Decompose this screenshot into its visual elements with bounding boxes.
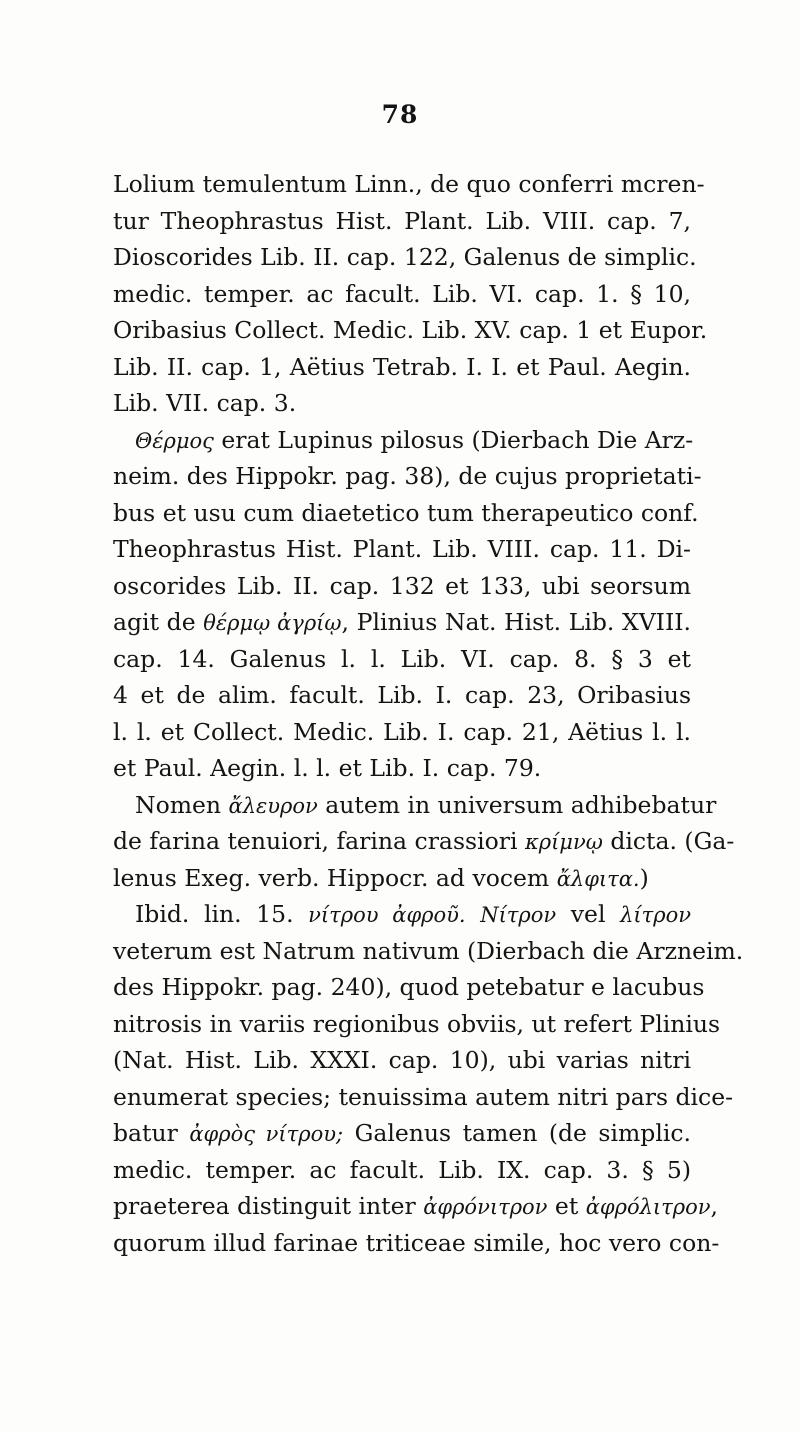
text-line	[113, 787, 717, 824]
line-text: Nomen	[135, 790, 229, 819]
text-line	[113, 1188, 719, 1225]
text-line	[113, 422, 694, 459]
greek-term: ἀφρόνιτρον	[423, 1195, 548, 1219]
paragraph	[113, 166, 708, 422]
line-text: de farina tenuiori, farina crassiori	[113, 827, 525, 855]
greek-term: ἄλευρον	[228, 793, 318, 818]
line-text: medic. temper. ac facult. Lib. VI. cap. 1. § 10,	[113, 279, 691, 308]
line-text: autem in universum adhibebatur	[317, 790, 717, 819]
line-text: tur Theophrastus Hist. Plant. Lib. VIII. cap. 7,	[113, 206, 691, 235]
greek-term: Θέρμος	[135, 428, 214, 453]
text-line	[113, 276, 691, 313]
text-line	[113, 1225, 720, 1262]
greek-term: νίτρου ἀφροῦ.	[308, 903, 466, 927]
text-line	[113, 860, 691, 897]
line-text: vel	[556, 900, 621, 928]
greek-term: ἄλφιτα.	[556, 866, 640, 891]
text-line	[113, 750, 691, 787]
line-text: ,	[710, 1192, 719, 1220]
text-line	[113, 568, 691, 605]
line-text: l. l. et Collect. Medic. Lib. I. cap. 21, Aëtius l. l.	[113, 717, 691, 746]
line-text: nitrosis in variis regionibus obviis, ut refert Plinius	[113, 1009, 721, 1038]
greek-term: ἀφρόλιτρον	[585, 1195, 711, 1219]
text-line	[113, 1152, 691, 1189]
text-line	[113, 495, 699, 532]
line-text: Lib. VII. cap. 3.	[113, 389, 297, 417]
text-line	[113, 823, 735, 860]
line-text: Galenus tamen (de simplic.	[343, 1119, 691, 1147]
body-text	[113, 166, 744, 1261]
text-line	[113, 604, 691, 641]
line-text: Lolium temulentum Linn., de quo conferri mcren-	[113, 170, 705, 198]
line-text: Dioscorides Lib. II. cap. 122, Galenus de simplic.	[113, 243, 697, 271]
paragraph	[113, 422, 702, 787]
line-text: dicta. (Ga-	[602, 827, 735, 855]
greek-term: θέρμῳ ἀγρίῳ	[203, 611, 342, 635]
line-text: neim. des Hippokr. pag. 38), de cujus proprietati-	[113, 462, 702, 490]
paragraph	[113, 896, 744, 1261]
text-line	[113, 641, 691, 678]
text-line	[113, 1115, 691, 1152]
text-line	[113, 458, 702, 495]
text-line	[113, 312, 708, 349]
text-line	[113, 166, 705, 203]
line-text: bus et usu cum diaetetico tum therapeutico conf.	[113, 498, 699, 527]
text-line	[113, 896, 691, 933]
line-text: et Paul. Aegin. l. l. et Lib. I. cap. 79.	[113, 754, 542, 782]
text-line	[113, 203, 691, 240]
line-text: 4 et de alim. facult. Lib. I. cap. 23, Oribasius	[113, 681, 691, 709]
text-line	[113, 385, 691, 422]
paragraph	[113, 787, 735, 897]
line-text: )	[639, 863, 649, 892]
line-text: oscorides Lib. II. cap. 132 et 133, ubi seorsum	[113, 571, 691, 600]
page-number: 78	[381, 100, 419, 129]
line-text: cap. 14. Galenus l. l. Lib. VI. cap. 8. § 3 et	[113, 644, 691, 673]
line-text: Lib. II. cap. 1, Aëtius Tetrab. I. I. et Paul. Aegin.	[113, 352, 691, 381]
line-text: lenus Exeg. verb. Hippocr. ad vocem	[113, 863, 557, 892]
line-text: quorum illud farinae triticeae simile, hoc vero con-	[113, 1228, 720, 1257]
line-text: praeterea distinguit inter	[113, 1192, 424, 1220]
text-line	[113, 1079, 734, 1116]
text-line	[113, 933, 744, 970]
greek-term: λίτρον	[620, 903, 691, 927]
line-text: (Nat. Hist. Lib. XXXI. cap. 10), ubi varias nitri	[113, 1046, 691, 1074]
line-text: Theophrastus Hist. Plant. Lib. VIII. cap. 11. Di-	[113, 535, 691, 563]
text-line	[113, 1006, 721, 1043]
line-text: Ibid. lin. 15.	[135, 900, 309, 928]
line-text: , Plinius Nat. Hist. Lib. XVIII.	[341, 608, 692, 636]
text-line	[113, 714, 691, 751]
greek-term: Νίτρον	[480, 903, 557, 927]
text-line	[113, 969, 705, 1006]
line-text: erat Lupinus pilosus (Dierbach Die Arz-	[213, 425, 694, 454]
line-text	[466, 900, 481, 928]
text-line	[113, 239, 697, 276]
text-line	[113, 531, 691, 568]
text-line	[113, 349, 691, 386]
line-text: batur	[113, 1119, 190, 1147]
text-line	[113, 1042, 691, 1079]
greek-term: ἀφρὸς νίτρου;	[189, 1122, 344, 1146]
line-text: des Hippokr. pag. 240), quod petebatur e lacubus	[113, 973, 705, 1001]
line-text: enumerat species; tenuissima autem nitri pars dice-	[113, 1082, 734, 1111]
line-text: Oribasius Collect. Medic. Lib. XV. cap. 1 et Eupor.	[113, 316, 708, 344]
text-line	[113, 677, 691, 714]
line-text: et	[547, 1192, 586, 1220]
line-text: veterum est Natrum nativum (Dierbach die Arzneim.	[113, 936, 744, 965]
line-text: medic. temper. ac facult. Lib. IX. cap. 3. § 5)	[113, 1155, 691, 1184]
greek-term: κρίμνῳ	[524, 830, 603, 854]
line-text: agit de	[113, 608, 204, 636]
